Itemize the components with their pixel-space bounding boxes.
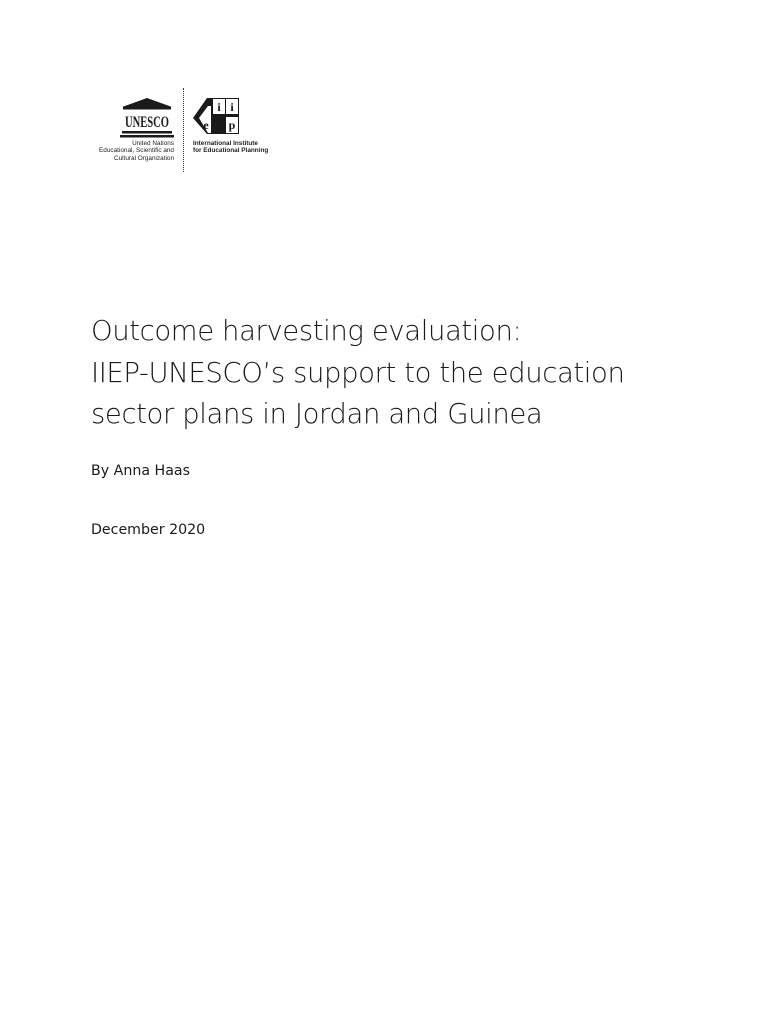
logo-block (90, 88, 290, 174)
document-title-line: sector plans in Jordan and Guinea (91, 398, 543, 430)
document-title-line: Outcome harvesting evaluation: (91, 315, 522, 347)
iiep-letter: e (203, 118, 209, 132)
unesco-caption-line: United Nations (132, 140, 174, 147)
iiep-letter: i (230, 100, 234, 114)
document-title (91, 311, 731, 436)
document-title-line: IIEP-UNESCO’s support to the education (91, 356, 625, 389)
iiep-caption (193, 140, 268, 155)
unesco-wordmark: UNESCO (125, 114, 169, 131)
document-date: December 2020 (91, 522, 206, 538)
iiep-caption-line: International Institute (193, 140, 258, 147)
iiep-caption-line: for Educational Planning (193, 147, 269, 155)
unesco-caption-line: Cultural Organization (113, 154, 174, 162)
iiep-logo-icon (193, 96, 239, 136)
unesco-caption-line: Educational, Scientific and (99, 147, 174, 155)
iiep-letter: i (217, 100, 221, 114)
document-author: By Anna Haas (91, 463, 190, 479)
logo-divider (183, 88, 184, 172)
unesco-caption (90, 140, 174, 162)
unesco-temple-icon (120, 98, 174, 138)
iiep-letter: p (228, 118, 236, 132)
